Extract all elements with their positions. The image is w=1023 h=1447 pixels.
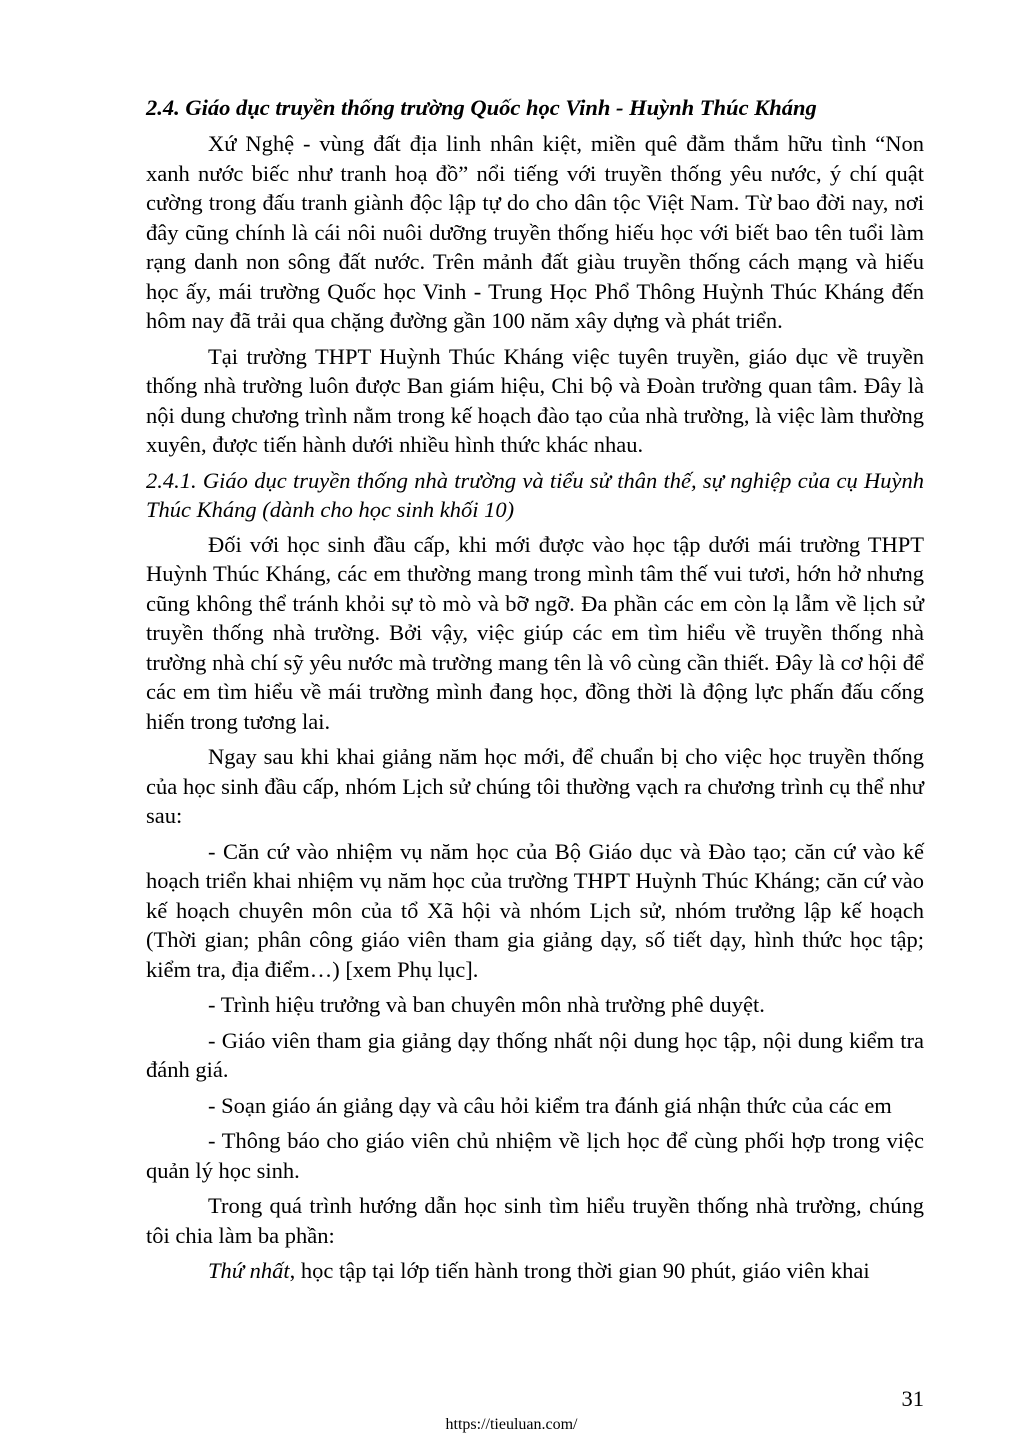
page-content (146, 93, 924, 1292)
list-item: - Soạn giáo án giảng dạy và câu hỏi kiểm tra đánh giá nhận thức của các em (208, 1092, 892, 1118)
section-heading: 2.4. Giáo dục truyền thống trường Quốc học Vinh - Huỳnh Thúc Kháng (146, 95, 817, 120)
intro-paragraph: Tại trường THPT Huỳnh Thúc Kháng việc tuyên truyền, giáo dục về truyền thống nhà trường luôn được Ban giám hiệu, Chi bộ và Đoàn trường quan tâm. Đây là nội dung chương trình nằm trong kế hoạch đào tạo của nhà trường, là việc làm thường xuyên, được tiến hành dưới nhiều hình thức khác nhau. (146, 343, 924, 457)
page-number: 31 (901, 1386, 924, 1411)
body-paragraph: Ngay sau khi khai giảng năm học mới, để chuẩn bị cho việc học truyền thống của học sinh đầu cấp, nhóm Lịch sử chúng tôi thường vạch ra chương trình cụ thể như sau: (146, 744, 924, 828)
list-item: - Thông báo cho giáo viên chủ nhiệm về lịch học để cùng phối hợp trong việc quản lý học sinh. (146, 1128, 924, 1183)
body-paragraph: Trong quá trình hướng dẫn học sinh tìm hiểu truyền thống nhà trường, chúng tôi chia làm ba phần: (146, 1193, 924, 1248)
body-paragraph: Đối với học sinh đầu cấp, khi mới được vào học tập dưới mái trường THPT Huỳnh Thúc Kháng, các em thường mang trong mình tâm thế vui tươi, hớn hở nhưng cũng không thể tránh khỏi sự tò mò và bỡ ngỡ. Đa phần các em còn lạ lẫm về lịch sử truyền thống nhà trường. Bởi vậy, việc giúp các em tìm hiểu về truyền thống nhà trường nhà chí sỹ yêu nước mà trường mang tên là vô cùng cần thiết. Đây là cơ hội để các em tìm hiểu về mái trường mình đang học, đồng thời là động lực phấn đấu cống hiến trong tương lai. (146, 531, 924, 734)
subsection-heading: 2.4.1. Giáo dục truyền thống nhà trường và tiểu sử thân thế, sự nghiệp của cụ Huỳnh Thúc Kháng (dành cho học sinh khối 10) (146, 467, 924, 522)
list-item: - Trình hiệu trưởng và ban chuyên môn nhà trường phê duyệt. (208, 992, 765, 1017)
list-item: - Căn cứ vào nhiệm vụ năm học của Bộ Giáo dục và Đào tạo; căn cứ vào kế hoạch triển khai nhiệm vụ năm học của trường THPT Huỳnh Thúc Kháng; căn cứ vào kế hoạch chuyên môn của tổ Xã hội và nhóm Lịch sử, nhóm trưởng lập kế hoạch (Thời gian; phân công giáo viên tham gia giảng dạy, số tiết dạy, hình thức học tập; kiểm tra, địa điểm…) [xem Phụ lục]. (146, 838, 924, 982)
emphasis-lead: Thứ nhất (208, 1258, 290, 1283)
intro-paragraph: Xứ Nghệ - vùng đất địa linh nhân kiệt, miền quê đằm thắm hữu tình “Non xanh nước biếc như tranh hoạ đồ” nổi tiếng với truyền thống yêu nước, ý chí quật cường trong đấu tranh giành độc lập tự do cho dân tộc Việt Nam. Từ bao đời nay, nơi đây cũng chính là cái nôi nuôi dưỡng truyền thống hiếu học với biết bao tên tuổi làm rạng danh non sông đất nước. Trên mảnh đất giàu truyền thống cách mạng và hiếu học ấy, mái trường Quốc học Vinh - Trung Học Phổ Thông Huỳnh Thúc Kháng đến hôm nay đã trải qua chặng đường gần 100 năm xây dựng và phát triển. (146, 131, 924, 333)
paragraph-rest: , học tập tại lớp tiến hành trong thời gian 90 phút, giáo viên khai (289, 1258, 870, 1283)
last-paragraph (146, 1256, 924, 1286)
footer-url: https://tieuluan.com/ (445, 1416, 578, 1433)
list-item: - Giáo viên tham gia giảng dạy thống nhất nội dung học tập, nội dung kiểm tra đánh giá. (146, 1027, 924, 1082)
